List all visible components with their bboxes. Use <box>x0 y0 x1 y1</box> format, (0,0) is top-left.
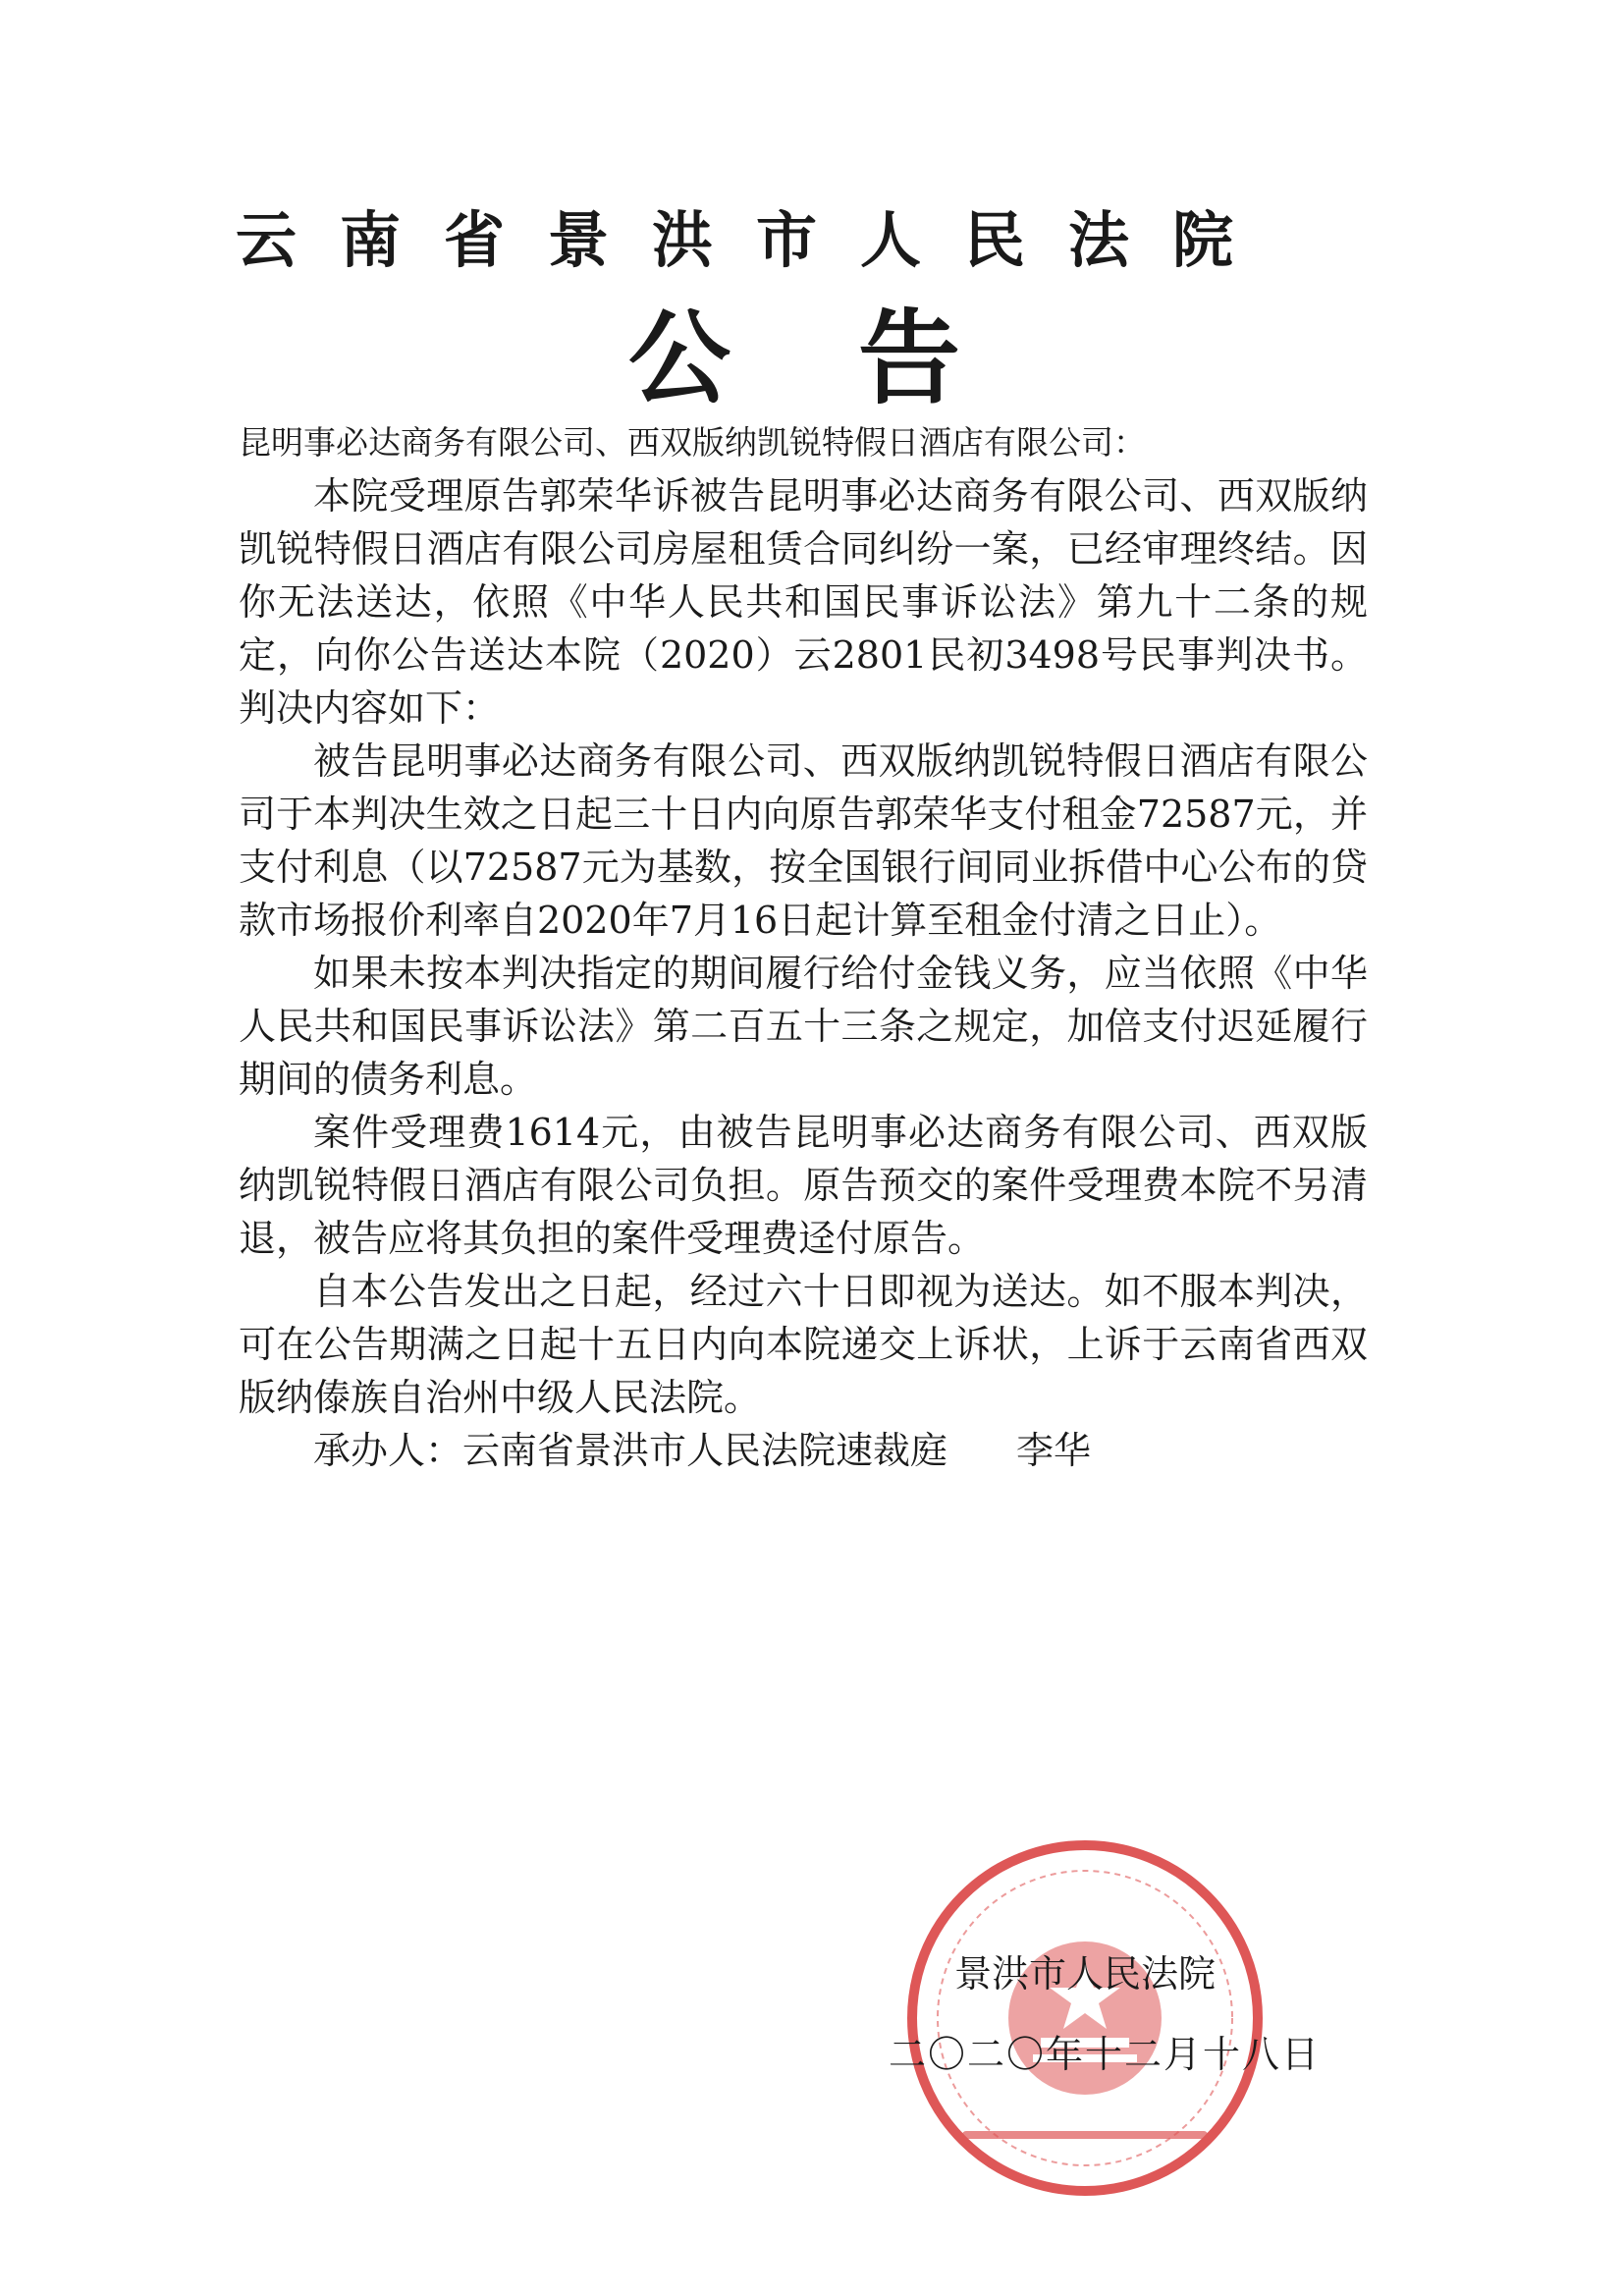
court-name: 云南省景洪市人民法院 <box>236 204 1277 276</box>
paragraph-case-fee: 案件受理费1614元，由被告昆明事必达商务有限公司、西双版纳凯锐特假日酒店有限公司负担。原告预交的案件受理费本院不另清退，被告应将其负担的案件受理费迳付原告。 <box>239 1111 1368 1260</box>
handler-name: 李华 <box>1016 1429 1092 1472</box>
paragraph-judgment: 被告昆明事必达商务有限公司、西双版纳凯锐特假日酒店有限公司于本判决生效之日起三十日内向原告郭荣华支付租金72587元，并支付利息（以72587元为基数，按全国银行间同业拆借中心公布的贷款市场报价利率自2020年7月16日起计算至租金付清之日止）。 <box>239 739 1368 942</box>
handler-label: 承办人：云南省景洪市人民法院速裁庭 <box>313 1429 948 1472</box>
addressee: 昆明事必达商务有限公司、西双版纳凯锐特假日酒店有限公司： <box>239 423 1146 462</box>
notice-body <box>239 416 1368 1477</box>
paragraph-case-intro: 本院受理原告郭荣华诉被告昆明事必达商务有限公司、西双版纳凯锐特假日酒店有限公司房屋租赁合同纠纷一案，已经审理终结。因你无法送达，依照《中华人民共和国民事诉讼法》第九十二条的规定，向你公告送达本院（2020）云2801民初3498号民事判决书。判决内容如下： <box>239 474 1368 730</box>
notice-title: 公告 <box>628 299 1089 418</box>
paragraph-service-appeal: 自本公告发出之日起，经过六十日即视为送达。如不服本判决，可在公告期满之日起十五日内向本院递交上诉状，上诉于云南省西双版纳傣族自治州中级人民法院。 <box>239 1270 1368 1419</box>
handler-line <box>239 1424 1368 1477</box>
court-seal-icon <box>903 1836 1267 2200</box>
issue-date: 二〇二〇年十二月十八日 <box>889 2033 1322 2076</box>
issuing-court: 景洪市人民法院 <box>954 1952 1217 1995</box>
paragraph-delay-interest: 如果未按本判决指定的期间履行给付金钱义务，应当依照《中华人民共和国民事诉讼法》第二百五十三条之规定，加倍支付迟延履行期间的债务利息。 <box>239 952 1368 1101</box>
